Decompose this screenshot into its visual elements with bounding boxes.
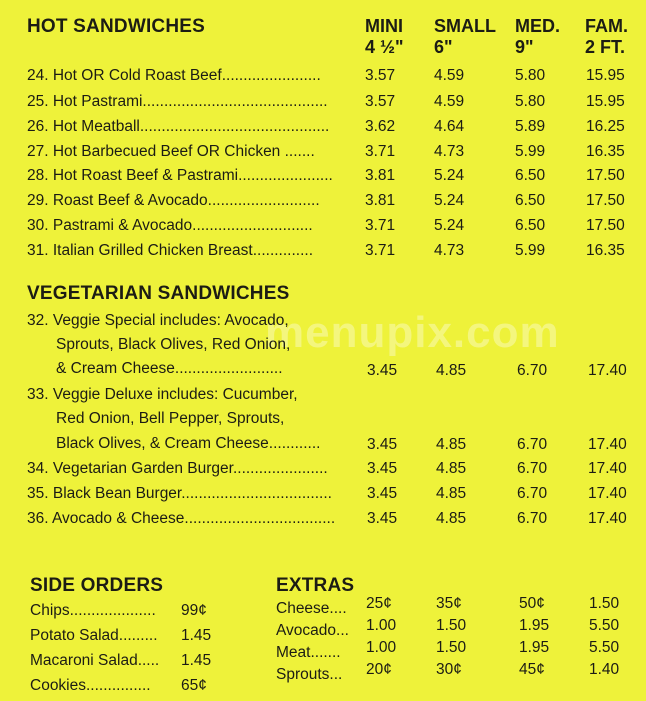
price-small: 1.50 [436,617,467,634]
price-small: 5.24 [434,167,465,184]
item-label-line1: 33. Veggie Deluxe includes: Cucumber, [27,386,298,403]
item-label: 34. Vegetarian Garden Burger...................... [27,460,328,477]
price-small: 4.85 [436,362,467,379]
price-small: 4.59 [434,93,465,110]
item-label: Cookies............... [30,677,151,694]
price-med: 5.80 [515,93,546,110]
item-label: 31. Italian Grilled Chicken Breast.............. [27,242,314,259]
price-med: 5.99 [515,143,546,160]
price: 1.45 [181,627,212,644]
price-small: 4.85 [436,460,467,477]
price-mini: 3.45 [367,460,398,477]
price-small: 5.24 [434,192,465,209]
price-fam: 17.40 [588,460,627,477]
price-fam: 15.95 [586,67,625,84]
price-mini: 3.62 [365,118,396,135]
vegetarian-sandwiches-heading: VEGETARIAN SANDWICHES [27,283,290,304]
price: 1.45 [181,652,212,669]
item-label: Sprouts... [276,666,343,683]
item-label: 35. Black Bean Burger................................... [27,485,332,502]
price-med: 1.95 [519,617,550,634]
price-small: 35¢ [436,595,462,612]
hot-sandwiches-heading: HOT SANDWICHES [27,16,206,37]
price-med: 6.70 [517,362,548,379]
price-small: 4.85 [436,485,467,502]
price-small: 4.85 [436,510,467,527]
item-label-line2: Sprouts, Black Olives, Red Onion, [56,336,291,353]
price-mini: 3.71 [365,217,396,234]
price-med: 6.70 [517,485,548,502]
col-small-header: SMALL 6" [434,16,496,57]
price-fam: 17.50 [586,217,625,234]
price-mini: 3.71 [365,242,396,259]
price-mini: 1.00 [366,617,397,634]
price-fam: 1.40 [589,661,620,678]
price-fam: 17.50 [586,167,625,184]
price-fam: 5.50 [589,639,620,656]
item-label: Chips.................... [30,602,156,619]
price-small: 4.73 [434,143,465,160]
price-mini: 3.45 [367,362,398,379]
price-small: 4.85 [436,436,467,453]
price-fam: 17.40 [588,485,627,502]
item-label: 25. Hot Pastrami........................................... [27,93,328,110]
price-med: 5.89 [515,118,546,135]
price-med: 6.50 [515,192,546,209]
price-mini: 20¢ [366,661,392,678]
item-label: 26. Hot Meatball............................................ [27,118,330,135]
price-fam: 16.35 [586,242,625,259]
price-mini: 1.00 [366,639,397,656]
price-small: 4.64 [434,118,465,135]
price-med: 45¢ [519,661,545,678]
price-mini: 3.45 [367,436,398,453]
price-fam: 16.35 [586,143,625,160]
price-med: 5.80 [515,67,546,84]
price-small: 5.24 [434,217,465,234]
price-med: 5.99 [515,242,546,259]
price-mini: 3.81 [365,192,396,209]
price-med: 6.50 [515,167,546,184]
price-fam: 15.95 [586,93,625,110]
price-med: 50¢ [519,595,545,612]
price-small: 4.59 [434,67,465,84]
price-mini: 3.57 [365,67,396,84]
price-fam: 1.50 [589,595,620,612]
price-mini: 3.71 [365,143,396,160]
item-label-line2: Red Onion, Bell Pepper, Sprouts, [56,410,285,427]
col-mini-header: MINI 4 ½" [365,16,404,57]
price-fam: 17.40 [588,436,627,453]
item-label: Meat....... [276,644,341,661]
price-fam: 5.50 [589,617,620,634]
col-fam-header: FAM. 2 FT. [585,16,628,57]
item-label: 36. Avocado & Cheese................................... [27,510,336,527]
item-label: 24. Hot OR Cold Roast Beef....................... [27,67,321,84]
price-small: 30¢ [436,661,462,678]
item-label-line3: & Cream Cheese......................... [56,360,283,377]
item-label: Avocado... [276,622,349,639]
item-label: Cheese.... [276,600,347,617]
side-orders-heading: SIDE ORDERS [30,575,164,596]
price-mini: 3.45 [367,510,398,527]
item-label-line3: Black Olives, & Cream Cheese............ [56,435,321,452]
extras-heading: EXTRAS [276,575,355,596]
price: 65¢ [181,677,207,694]
price-mini: 3.45 [367,485,398,502]
item-label: 30. Pastrami & Avocado............................ [27,217,313,234]
price-med: 6.50 [515,217,546,234]
price-fam: 17.50 [586,192,625,209]
item-label: Macaroni Salad..... [30,652,160,669]
price-med: 1.95 [519,639,550,656]
item-label: 29. Roast Beef & Avocado.......................... [27,192,320,209]
price-fam: 17.40 [588,362,627,379]
price-mini: 25¢ [366,595,392,612]
price-med: 6.70 [517,460,548,477]
price-fam: 16.25 [586,118,625,135]
col-med-header: MED. 9" [515,16,560,57]
price-fam: 17.40 [588,510,627,527]
price-mini: 3.81 [365,167,396,184]
item-label-line1: 32. Veggie Special includes: Avocado, [27,312,289,329]
price-small: 4.73 [434,242,465,259]
item-label: Potato Salad......... [30,627,158,644]
item-label: 28. Hot Roast Beef & Pastrami...................... [27,167,333,184]
price-med: 6.70 [517,436,548,453]
price-small: 1.50 [436,639,467,656]
price-mini: 3.57 [365,93,396,110]
price-med: 6.70 [517,510,548,527]
price: 99¢ [181,602,207,619]
item-label: 27. Hot Barbecued Beef OR Chicken ....... [27,143,315,160]
watermark: menupix.com [265,308,560,357]
